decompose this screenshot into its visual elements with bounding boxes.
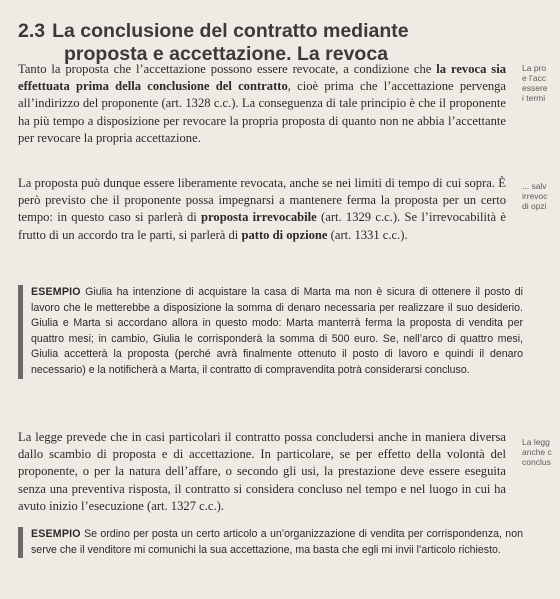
heading-line-1 [18, 20, 498, 43]
heading-text-1: La conclusione del contratto mediante [52, 20, 409, 43]
paragraph-text: (art. 1329 c.c.). Se l’irrevocabilità è frutto di un accordo tra le parti, si parlerà di [18, 210, 506, 242]
section-heading [18, 20, 498, 66]
paragraph-irrevocable-offer [18, 175, 506, 244]
margin-note-1 [522, 63, 560, 103]
margin-line: La legg [522, 437, 550, 447]
margin-line: La pro [522, 63, 547, 73]
margin-line: conclus [522, 457, 551, 467]
bold-term: la revoca sia effettuata prima della conclusione del contratto [18, 62, 506, 94]
paragraph-text: , cioè prima che l’accettazione pervenga all’indirizzo del proponente (art. 1328 c.c.). La conseguenza di tale principio è che il proponente ha più tempo a disposizione per revocare la propria proposta di quanto non ne abbia l’accettante per revocare la propria accettazione. [18, 79, 506, 145]
paragraph-text: (art. 1331 c.c.). [327, 227, 408, 242]
example-box-option [18, 285, 523, 379]
margin-line: anche c [522, 447, 552, 457]
example-label: ESEMPIO [31, 528, 81, 540]
bold-term: patto di opzione [241, 227, 328, 242]
margin-line: ... salv [522, 181, 547, 191]
example-label: ESEMPIO [31, 286, 81, 298]
example-text: Se ordino per posta un certo articolo a un’organizzazione di vendita per corrispondenza, non serve che il venditore mi comunichi la sua accettazione, ma basta che egli mi invii l’articolo richiesto. [31, 528, 523, 556]
paragraph-execution: La legge prevede che in casi particolari il contratto possa concludersi anche in maniera diversa dallo scambio di proposta e di accettazione. In particolare, se per effetto della volontà del proponente, o per la natura dell’affare, o secondo gli usi, la prestazione deve essere eseguita senza una preventiva risposta, il contratto si considera concluso nel tempo e nel luogo in cui ha avuto inizio l’esecuzione (art. 1327 c.c.). [18, 430, 506, 513]
example-box-mail-order [18, 527, 523, 558]
heading-line-2: proposta e accettazione. La revoca [64, 43, 389, 66]
section-number: 2.3 [18, 20, 46, 43]
margin-line: essere [522, 83, 548, 93]
paragraph-text: La proposta può dunque essere liberamente revocata, anche se nei limiti di tempo di cui sopra. È però previsto che il proponente possa impegnarsi a mantenere ferma la proposta per un certo tempo: in questo caso si parlerà di [18, 176, 506, 225]
margin-line: i termi [522, 93, 546, 103]
paragraph-revocation [18, 61, 506, 147]
example-text: Giulia ha intenzione di acquistare la casa di Marta ma non è sicura di ottenere il posto di lavoro che le metterebbe a disposizione la somma di denaro necessaria per realizzare il suo desiderio. Giulia e Marta si accordano allora in questo modo: Marta manterrà ferma la proposta di vendita per quattro mesi; in cambio, Giulia le corrisponderà la somma di 500 euro. Se, nell’arco di quattro mesi, Giulia accetterà la proposta (perché avrà finalmente ottenuto il posto di lavoro e quindi il denaro necessario) e la notificherà a Marta, il contratto di compravendita potrà considerarsi concluso. [31, 286, 523, 376]
paragraph-text: Tanto la proposta che l’accettazione possono essere revocate, a condizione che [18, 62, 437, 76]
bold-term: proposta irrevocabile [201, 210, 317, 225]
margin-line: e l’acc [522, 73, 547, 83]
margin-note-3 [522, 437, 560, 467]
margin-note-2 [522, 181, 560, 211]
margin-line: irrevoc [522, 191, 548, 201]
margin-line: di opzi [522, 201, 547, 211]
